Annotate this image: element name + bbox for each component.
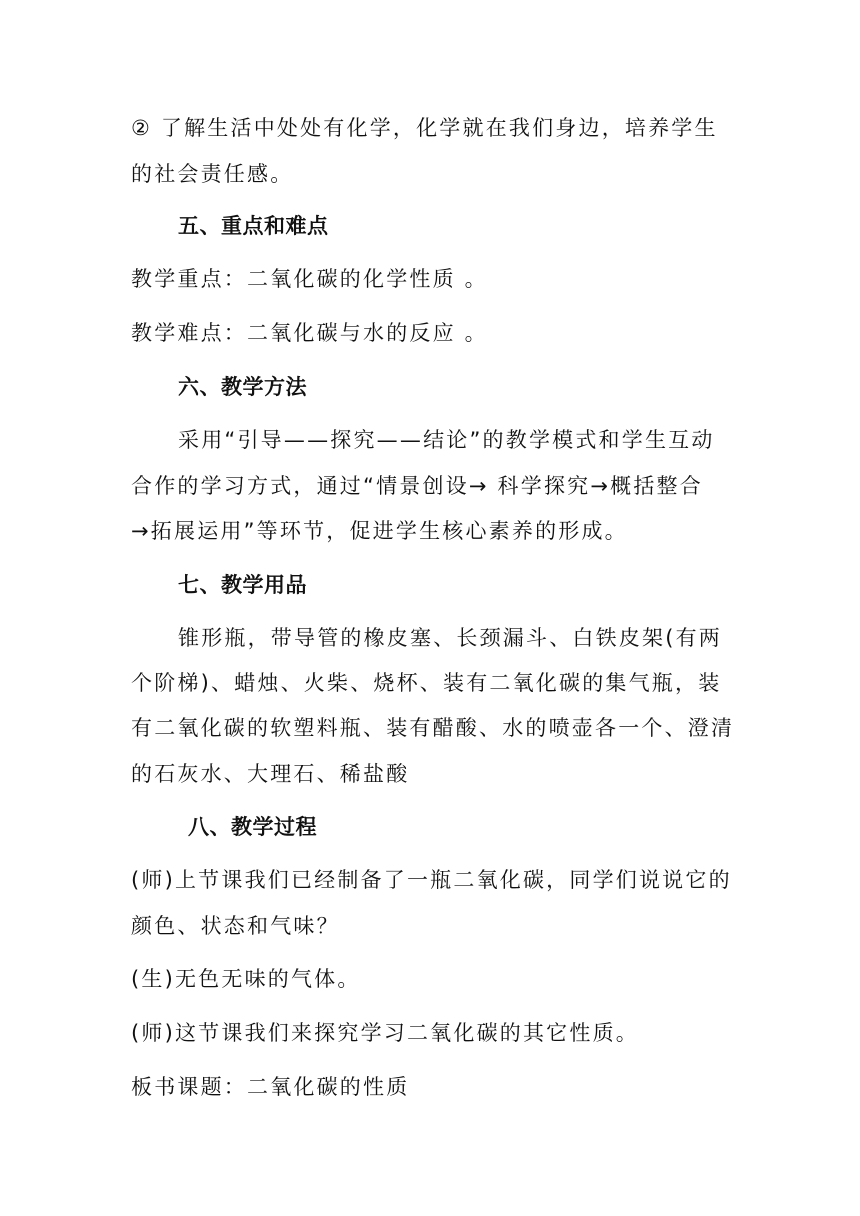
section-7-heading: 七、教学用品 bbox=[178, 573, 307, 597]
method-line-1: 采用“引导——探究——结论”的教学模式和学生互动 bbox=[178, 428, 715, 452]
method-line-3: →拓展运用”等环节，促进学生核心素养的形成。 bbox=[131, 519, 628, 543]
dialogue-line-2: 颜色、状态和气味？ bbox=[131, 914, 340, 938]
materials-line-1: 锥形瓶，带导管的橡皮塞、长颈漏斗、白铁皮架(有两 bbox=[178, 626, 722, 650]
objective-item-2-line-2: 的社会责任感。 bbox=[131, 162, 294, 186]
materials-line-2: 个阶梯)、蜡烛、火柴、烧杯、装有二氧化碳的集气瓶，装 bbox=[131, 671, 722, 695]
objective-item-2-line-1: ② 了解生活中处处有化学，化学就在我们身边，培养学生 bbox=[131, 116, 718, 140]
materials-line-3: 有二氧化碳的软塑料瓶、装有醋酸、水的喷壶各一个、澄清 bbox=[131, 716, 735, 740]
dialogue-line-3: (生)无色无味的气体。 bbox=[131, 967, 361, 991]
materials-line-4: 的石灰水、大理石、稀盐酸 bbox=[131, 762, 410, 786]
key-point-text: 教学重点：二氧化碳的化学性质 。 bbox=[131, 267, 488, 291]
difficult-point-text: 教学难点：二氧化碳与水的反应 。 bbox=[131, 321, 488, 345]
section-5-heading: 五、重点和难点 bbox=[178, 214, 329, 238]
section-8-heading: 八、教学过程 bbox=[188, 815, 317, 839]
method-line-2: 合作的学习方式，通过“情景创设→ 科学探究→概括整合 bbox=[131, 474, 703, 498]
section-6-heading: 六、教学方法 bbox=[178, 375, 307, 399]
board-title-line: 板书课题：二氧化碳的性质 bbox=[131, 1075, 410, 1099]
dialogue-line-1: (师)上节课我们已经制备了一瓶二氧化碳，同学们说说它的 bbox=[131, 868, 732, 892]
dialogue-line-4: (师)这节课我们来探究学习二氧化碳的其它性质。 bbox=[131, 1021, 639, 1045]
